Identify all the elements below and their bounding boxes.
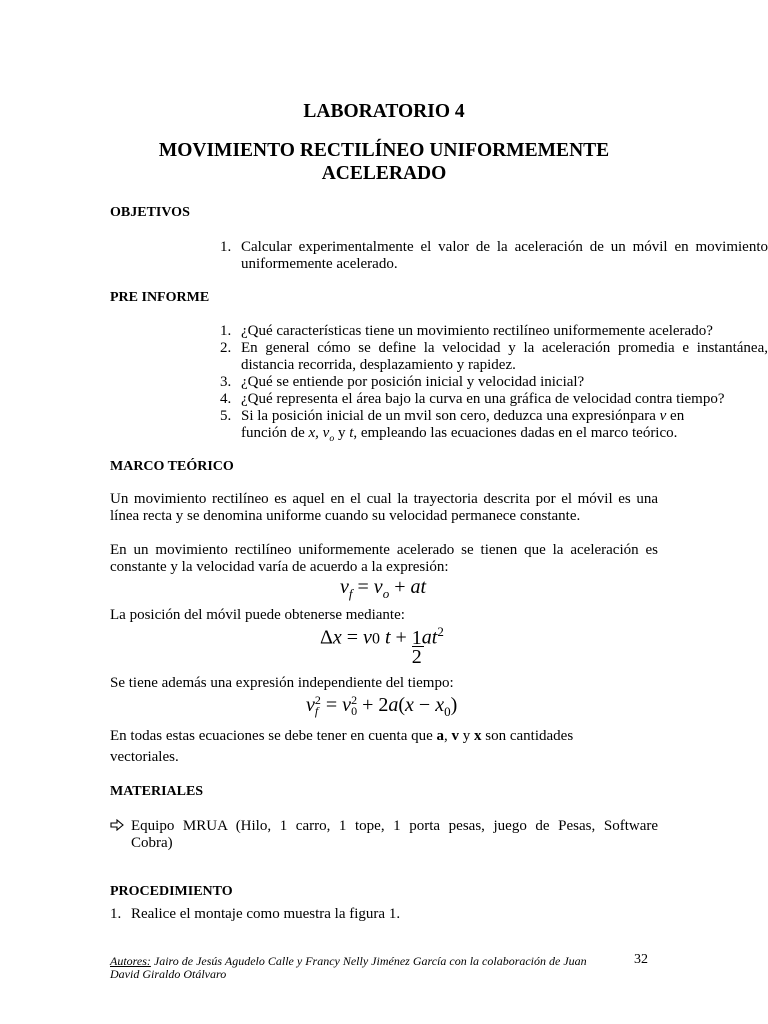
marco-heading: MARCO TEÓRICO: [110, 459, 234, 474]
arrow-right-icon: [110, 818, 124, 835]
authors-label: Autores:: [110, 954, 151, 968]
question-text: En general cómo se define la velocidad y la aceleración promedia e instantánea,: [241, 340, 768, 356]
marco-p5-line2: vectoriales.: [110, 749, 179, 765]
material-text: Equipo MRUA (Hilo, 1 carro, 1 tope, 1 porta pesas, juego de Pesas, Software: [131, 818, 658, 834]
equation-time-independent: v 2 f = v 2 0 + $2a(x - x_0)$: [306, 693, 458, 719]
document-page: LABORATORIO 4 MOVIMIENTO RECTILÍNEO UNIFORMEMENTE ACELERADO OBJETIVOS 1. Calcular experimentalmente el valor de la aceleración de un móvil en movimiento uniformemente acelerado. PRE INFORME 1. ¿Qué características tiene un movimiento rectilíneo uniformemente acelerado? 2. En general cómo se define la velocidad y la aceleración promedia e instantánea, distancia recorrida, desplazamiento y rapidez. 3. ¿Qué se entiende por posición inicial y velocidad inicial? 4. ¿Qué representa el área bajo la curva en una gráfica de velocidad contra tiempo? 5. Si la posición inicial de un mvil son cero, deduzca una expresiónpara v en función de x, $v_o$ y t, empleando las ecuaciones dadas en el marco teórico. MARCO TEÓRICO Un movimiento rectilíneo es aquel en el cual la trayectoria descrita por el móvil es una línea recta y se denomina uniforme cuando su velocidad permanece constante. En un movimiento rectilíneo uniformemente acelerado se tienen que la aceleración es constante y la velocidad varía de acuerdo a la expresión: $v_f = v_o$ + at La posición del móvil puede obtenerse mediante: Δx = v0 t + 1 2 $at^2$ Se tiene además una expresión independiente del tiempo: v 2 f = v 2 0 + $2a(x - x_0)$ En todas estas ecuaciones se debe tener en cuenta que a, v y x son cantidades vectoriales. MATERIALES Equipo MRUA (Hilo, 1 carro, 1 tope, 1 porta pesas, juego de Pesas, Software Cobra) PROCEDIMIENTO 1. Realice el montaje como muestra la figura 1. Autores: Jairo de Jesús Agudelo Calle y Francy Nelly Jiménez García con la colaboración de Juan David Giraldo Otálvaro 32: [0, 0, 768, 1024]
procedimiento-heading: PROCEDIMIENTO: [110, 884, 233, 899]
question-text: ¿Qué características tiene un movimiento rectilíneo uniformemente acelerado?: [241, 323, 713, 339]
step-text: Realice el montaje como muestra la figura 1.: [131, 906, 401, 922]
subtitle-line1: MOVIMIENTO RECTILÍNEO UNIFORMEMENTE: [158, 140, 610, 161]
marco-p1-line1: Un movimiento rectilíneo es aquel en el cual la trayectoria descrita por el móvil es una: [110, 491, 658, 507]
lab-title: LABORATORIO 4: [303, 101, 465, 122]
footer-authors-line2: David Giraldo Otálvaro: [110, 967, 227, 981]
page-number: 32: [634, 952, 648, 967]
item-number: 1.: [220, 239, 232, 255]
equation-position: Δx = v0 t + 1 2 $at^2$: [320, 624, 444, 668]
material-text: Cobra): [131, 835, 173, 851]
authors-line1: Jairo de Jesús Agudelo Calle y Francy Nelly Jiménez García con la colaboración de Juan: [153, 954, 587, 968]
item-text: uniformemente acelerado.: [241, 256, 398, 272]
objetivos-heading: OBJETIVOS: [110, 205, 190, 220]
item-text: Calcular experimentalmente el valor de la aceleración de un móvil en movimiento: [241, 239, 768, 255]
question-text: función de x, $v_o$ y t, empleando las ecuaciones dadas en el marco teórico.: [241, 425, 678, 444]
subtitle-line2: ACELERADO: [321, 163, 447, 184]
marco-p4: Se tiene además una expresión independiente del tiempo:: [110, 675, 454, 691]
marco-p2-line2: constante y la velocidad varía de acuerdo a la expresión:: [110, 559, 449, 575]
materiales-heading: MATERIALES: [110, 784, 204, 799]
equation-velocity: $v_f = v_o$ + at: [340, 576, 427, 601]
marco-p3: La posición del móvil puede obtenerse mediante:: [110, 607, 405, 623]
question-text: distancia recorrida, desplazamiento y rapidez.: [241, 357, 516, 373]
question-text: Si la posición inicial de un mvil son cero, deduzca una expresiónpara v en: [241, 408, 685, 424]
marco-p5: En todas estas ecuaciones se debe tener en cuenta que a, v y x son cantidades: [110, 728, 574, 744]
question-text: ¿Qué representa el área bajo la curva en una gráfica de velocidad contra tiempo?: [241, 391, 725, 407]
marco-p2-line1: En un movimiento rectilíneo uniformemente acelerado se tienen que la aceleración es: [110, 542, 658, 558]
preinforme-heading: PRE INFORME: [110, 290, 210, 305]
marco-p1-line2: línea recta y se denomina uniforme cuando su velocidad permanece constante.: [110, 508, 581, 524]
question-text: ¿Qué se entiende por posición inicial y velocidad inicial?: [241, 374, 585, 390]
